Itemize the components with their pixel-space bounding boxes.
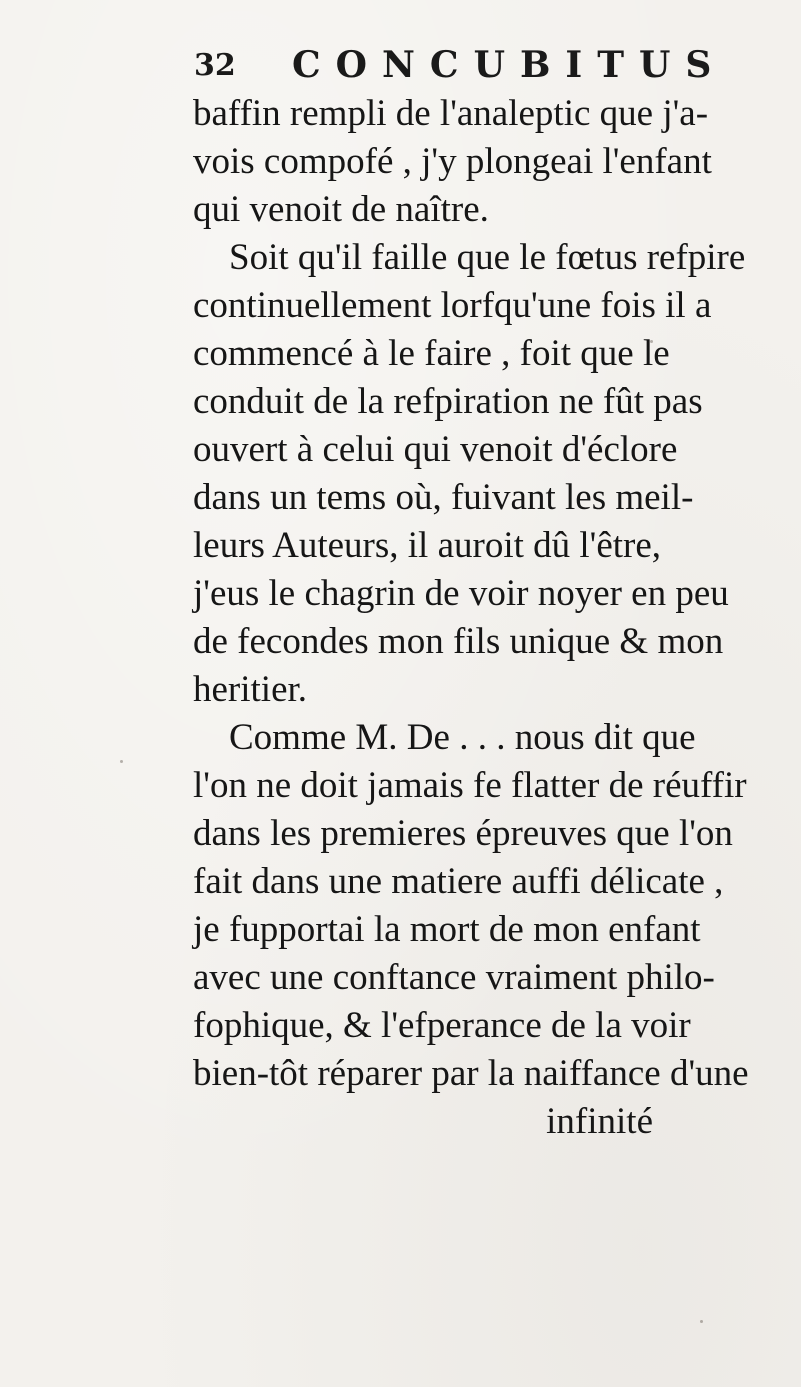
paper-speck	[650, 340, 653, 343]
text-line: l'on ne doit jamais fe flatter de réuffir	[193, 765, 747, 806]
page-header	[192, 40, 727, 90]
text-line: avec une conftance vraiment philo-	[193, 957, 715, 998]
text-line: je fupportai la mort de mon enfant	[193, 909, 701, 950]
text-line: ouvert à celui qui venoit d'éclore	[193, 429, 678, 470]
body-text	[193, 90, 749, 1146]
text-line: leurs Auteurs, il auroit dû l'être,	[193, 525, 662, 566]
text-line: heritier.	[193, 669, 308, 710]
text-line: dans un tems où, fuivant les meil-	[193, 477, 694, 518]
text-line: Soit qu'il faille que le fœtus refpire	[229, 237, 746, 278]
text-line: conduit de la refpiration ne fût pas	[193, 381, 703, 422]
text-line: bien-tôt réparer par la naiffance d'une	[193, 1053, 749, 1094]
paper-speck	[120, 760, 123, 763]
text-line: Comme M. De . . . nous dit que	[229, 717, 696, 758]
paper-speck	[700, 1320, 703, 1323]
running-head: CONCUBITUS	[292, 44, 727, 86]
text-line: continuellement lorfqu'une fois il a	[193, 285, 712, 326]
text-line: j'eus le chagrin de voir noyer en peu	[193, 573, 729, 614]
text-line: qui venoit de naître.	[193, 189, 489, 230]
page-number: 32	[194, 48, 236, 83]
text-line: fophique, & l'efperance de la voir	[193, 1005, 691, 1046]
text-line: vois compofé , j'y plongeai l'enfant	[193, 141, 712, 182]
text-line: baffin rempli de l'analeptic que j'a-	[193, 93, 709, 134]
paper-speck	[560, 600, 563, 603]
text-line: dans les premieres épreuves que l'on	[193, 813, 733, 854]
text-line: commencé à le faire , foit que le	[193, 333, 670, 374]
text-line: fait dans une matiere auffi délicate ,	[193, 861, 724, 902]
text-line: de fecondes mon fils unique & mon	[193, 621, 724, 662]
catchword: infinité	[546, 1101, 653, 1142]
